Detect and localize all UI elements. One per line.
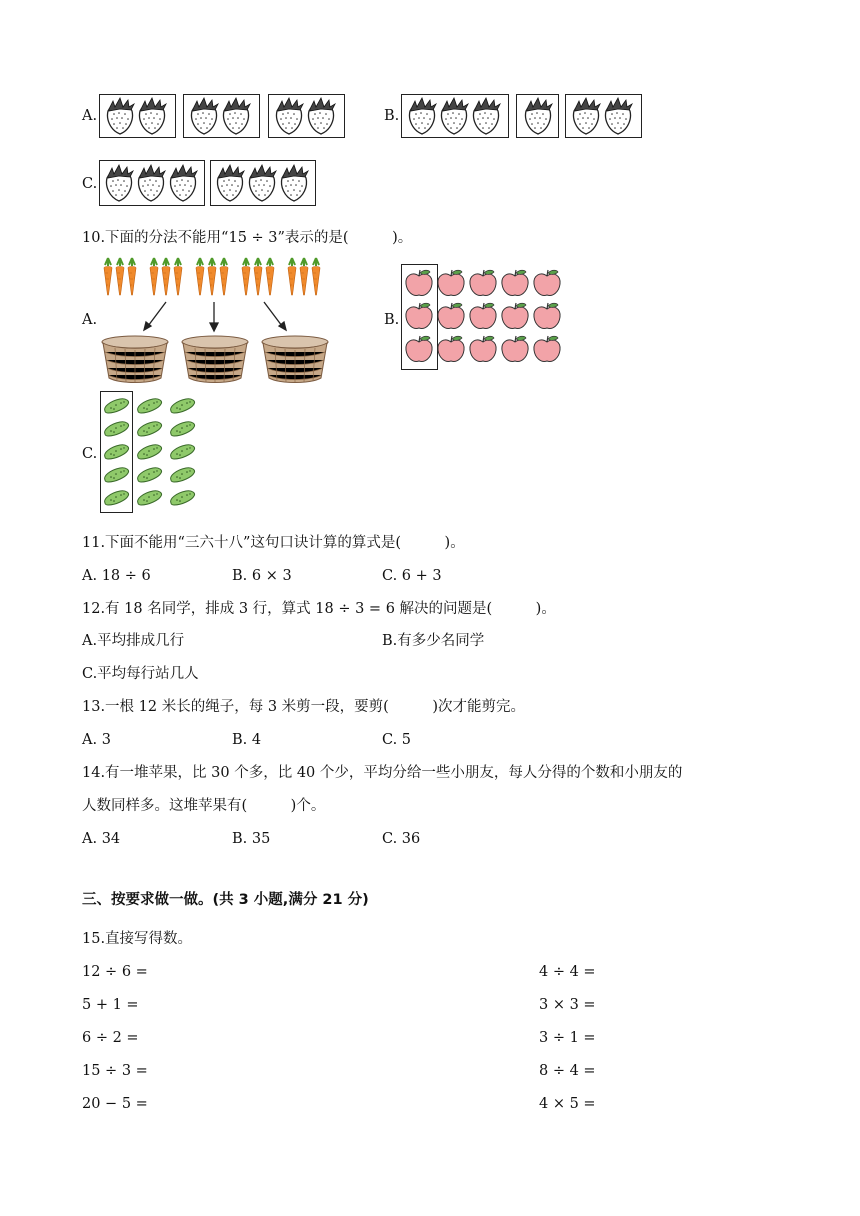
question-14-stem-line1: 14.有一堆苹果，比 30 个多，比 40 个少，平均分给一些小朋友，每人分得的个数和小朋友的 <box>82 765 683 781</box>
strawberry-icon <box>104 164 134 202</box>
strawberry-icon <box>168 164 198 202</box>
carrot-icon <box>310 256 322 296</box>
q14-option-c: C. 36 <box>382 831 421 847</box>
strawberry-group <box>268 94 345 138</box>
carrot-icon <box>172 256 184 296</box>
cucumber-icon <box>102 466 130 484</box>
carrot-icon <box>114 256 126 296</box>
cucumber-icon <box>168 466 196 484</box>
cucumber-icon <box>168 420 196 438</box>
apple-icon <box>532 301 562 331</box>
option-c-label: C. <box>82 176 98 192</box>
apple-icon <box>404 268 434 298</box>
calc-item: 5 + 1 = <box>82 997 139 1013</box>
apple-icon <box>436 268 466 298</box>
question-12-stem: 12.有 18 名同学，排成 3 行，算式 18 ÷ 3 = 6 解决的问题是( )。 <box>82 601 556 617</box>
carrot-icon <box>240 256 252 296</box>
carrot-icon <box>148 256 160 296</box>
strawberry-icon <box>215 164 245 202</box>
q11-option-c: C. 6 + 3 <box>382 568 442 584</box>
apple-icon <box>532 268 562 298</box>
strawberry-icon <box>571 97 601 135</box>
cucumber-icon <box>168 489 196 507</box>
cucumber-icon <box>168 443 196 461</box>
arrow-icon <box>264 302 282 326</box>
basket-icon <box>260 334 330 384</box>
cucumber-icon <box>102 443 130 461</box>
basket-icon <box>100 334 170 384</box>
strawberry-group <box>401 94 509 138</box>
cucumber-icon <box>135 443 163 461</box>
calc-item: 8 ÷ 4 = <box>539 1063 596 1079</box>
strawberry-icon <box>274 97 304 135</box>
cucumber-icon <box>135 397 163 415</box>
arrow-icon <box>210 323 218 331</box>
strawberry-icon <box>306 97 336 135</box>
option-b-label: B. <box>384 108 400 124</box>
question-11-stem: 11.下面不能用“三六十八”这句口诀计算的算式是( )。 <box>82 535 465 551</box>
apple-icon <box>500 268 530 298</box>
apple-icon <box>436 334 466 364</box>
arrow-icon <box>148 302 166 326</box>
strawberry-icon <box>105 97 135 135</box>
strawberry-icon <box>471 97 501 135</box>
calc-item: 12 ÷ 6 = <box>82 964 148 980</box>
apple-icon <box>500 301 530 331</box>
q12-option-c: C.平均每行站几人 <box>82 666 199 682</box>
cucumber-icon <box>168 397 196 415</box>
carrot-icon <box>286 256 298 296</box>
strawberry-icon <box>279 164 309 202</box>
strawberry-group <box>183 94 260 138</box>
apple-icon <box>468 268 498 298</box>
strawberry-group <box>516 94 559 138</box>
strawberry-group <box>210 160 316 206</box>
apple-icon <box>468 334 498 364</box>
carrot-icon <box>264 256 276 296</box>
cucumber-grid <box>102 395 202 511</box>
option-b-label: B. <box>384 312 400 328</box>
cucumber-icon <box>135 489 163 507</box>
q11-option-a: A. 18 ÷ 6 <box>82 568 151 584</box>
question-10-stem: 10.下面的分法不能用“15 ÷ 3”表示的是( )。 <box>82 230 413 246</box>
apple-icon <box>404 301 434 331</box>
strawberry-icon <box>221 97 251 135</box>
strawberry-icon <box>603 97 633 135</box>
question-14-stem-line2: 人数同样多。这堆苹果有( )个。 <box>82 798 326 814</box>
option-c-label: C. <box>82 446 98 462</box>
apple-icon <box>436 301 466 331</box>
carrot-icon <box>252 256 264 296</box>
calc-item: 4 × 5 = <box>539 1096 596 1112</box>
carrot-icon <box>298 256 310 296</box>
carrot-icon <box>160 256 172 296</box>
calc-item: 3 ÷ 1 = <box>539 1030 596 1046</box>
q13-option-b: B. 4 <box>232 732 262 748</box>
carrot-icon <box>194 256 206 296</box>
strawberry-icon <box>189 97 219 135</box>
q11-option-b: B. 6 × 3 <box>232 568 292 584</box>
apple-icon <box>500 334 530 364</box>
strawberry-icon <box>136 164 166 202</box>
apple-icon <box>468 301 498 331</box>
q14-option-a: A. 34 <box>82 831 121 847</box>
calc-item: 3 × 3 = <box>539 997 596 1013</box>
calc-item: 15 ÷ 3 = <box>82 1063 148 1079</box>
apple-grid <box>404 268 574 372</box>
strawberry-icon <box>439 97 469 135</box>
strawberry-icon <box>523 97 553 135</box>
apple-icon <box>532 334 562 364</box>
question-15-stem: 15.直接写得数。 <box>82 931 193 947</box>
strawberry-group <box>99 94 176 138</box>
cucumber-icon <box>102 397 130 415</box>
strawberry-icon <box>137 97 167 135</box>
carrots-baskets-figure <box>100 256 340 386</box>
section-3-heading: 三、按要求做一做。(共 3 小题,满分 21 分) <box>82 892 369 908</box>
apple-icon <box>404 334 434 364</box>
q14-option-b: B. 35 <box>232 831 271 847</box>
q12-option-a: A.平均排成几行 <box>82 633 185 649</box>
calc-item: 20 − 5 = <box>82 1096 148 1112</box>
strawberry-group <box>99 160 205 206</box>
strawberry-icon <box>407 97 437 135</box>
basket-icon <box>180 334 250 384</box>
cucumber-icon <box>102 489 130 507</box>
cucumber-icon <box>135 466 163 484</box>
option-a-label: A. <box>82 108 98 124</box>
calc-item: 6 ÷ 2 = <box>82 1030 139 1046</box>
calc-item: 4 ÷ 4 = <box>539 964 596 980</box>
carrot-icon <box>102 256 114 296</box>
carrot-icon <box>126 256 138 296</box>
option-a-label: A. <box>82 312 98 328</box>
cucumber-icon <box>135 420 163 438</box>
carrot-icon <box>218 256 230 296</box>
q12-option-b: B.有多少名同学 <box>382 633 485 649</box>
strawberry-icon <box>247 164 277 202</box>
cucumber-icon <box>102 420 130 438</box>
q13-option-c: C. 5 <box>382 732 412 748</box>
strawberry-group <box>565 94 642 138</box>
arrows <box>100 300 340 332</box>
carrot-row <box>100 256 340 298</box>
carrot-icon <box>206 256 218 296</box>
question-13-stem: 13.一根 12 米长的绳子，每 3 米剪一段，要剪( )次才能剪完。 <box>82 699 525 715</box>
q13-option-a: A. 3 <box>82 732 111 748</box>
